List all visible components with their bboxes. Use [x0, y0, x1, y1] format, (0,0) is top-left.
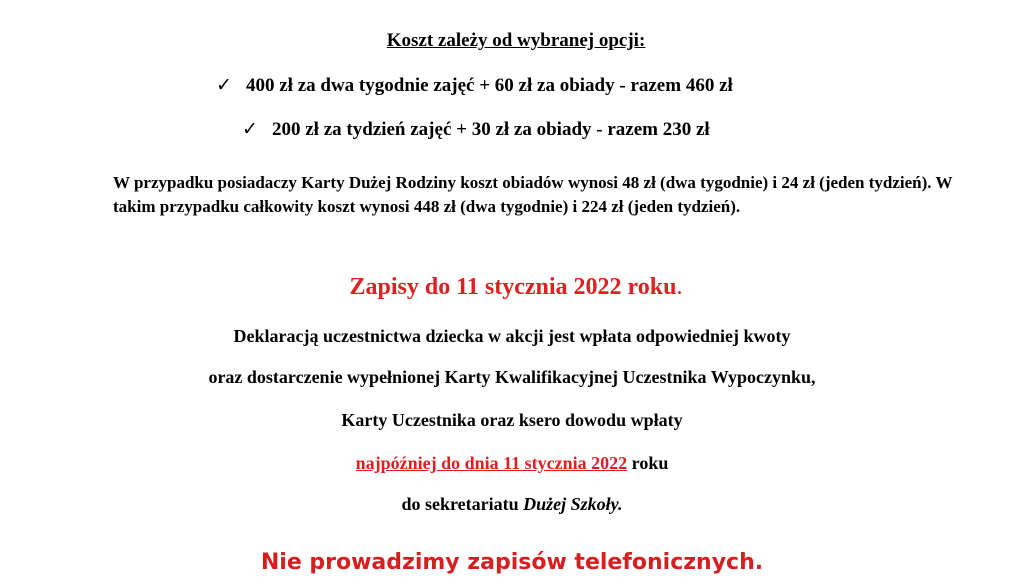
cost-heading: Koszt zależy od wybranej opcji: — [386, 30, 646, 51]
option-two-weeks — [216, 74, 733, 97]
deadline-period: . — [676, 274, 683, 300]
school-name: Dużej Szkoły. — [523, 494, 623, 514]
declaration-line-1: Deklaracją uczestnictwa dziecka w akcji jest wpłata odpowiedniej kwoty — [233, 326, 791, 346]
final-deadline-suffix: roku — [627, 453, 669, 473]
declaration-line-3: Karty Uczestnika oraz ksero dowodu wpłaty — [341, 410, 683, 430]
registration-deadline — [4, 274, 1024, 301]
option-text: 200 zł za tydzień zajęć + 30 zł za obiady - razem 230 zł — [272, 119, 710, 140]
declaration-line-2: oraz dostarczenie wypełnionej Karty Kwalifikacyjnej Uczestnika Wypoczynku, — [208, 367, 816, 387]
declaration-line-4 — [0, 453, 1024, 474]
no-phone-registration: Nie prowadzimy zapisów telefonicznych. — [260, 550, 764, 575]
option-one-week — [242, 118, 710, 141]
checkmark-icon: ✓ — [242, 119, 258, 140]
checkmark-icon: ✓ — [216, 75, 232, 96]
secretariat-prefix: do sekretariatu — [401, 494, 524, 514]
family-card-paragraph: W przypadku posiadaczy Karty Dużej Rodziny koszt obiadów wynosi 48 zł (dwa tygodnie) i 24 zł (jeden tydzień). W takim przypadku całkowity koszt wynosi 448 zł (dwa tygodnie) i 224 zł (jeden tydzień). — [113, 173, 953, 216]
declaration-line-5 — [0, 494, 1024, 515]
final-deadline: najpóźniej do dnia 11 stycznia 2022 — [355, 453, 628, 473]
option-text: 400 zł za dwa tygodnie zajęć + 60 zł za obiady - razem 460 zł — [246, 75, 733, 96]
deadline-text: Zapisy do 11 stycznia 2022 roku — [349, 274, 677, 300]
